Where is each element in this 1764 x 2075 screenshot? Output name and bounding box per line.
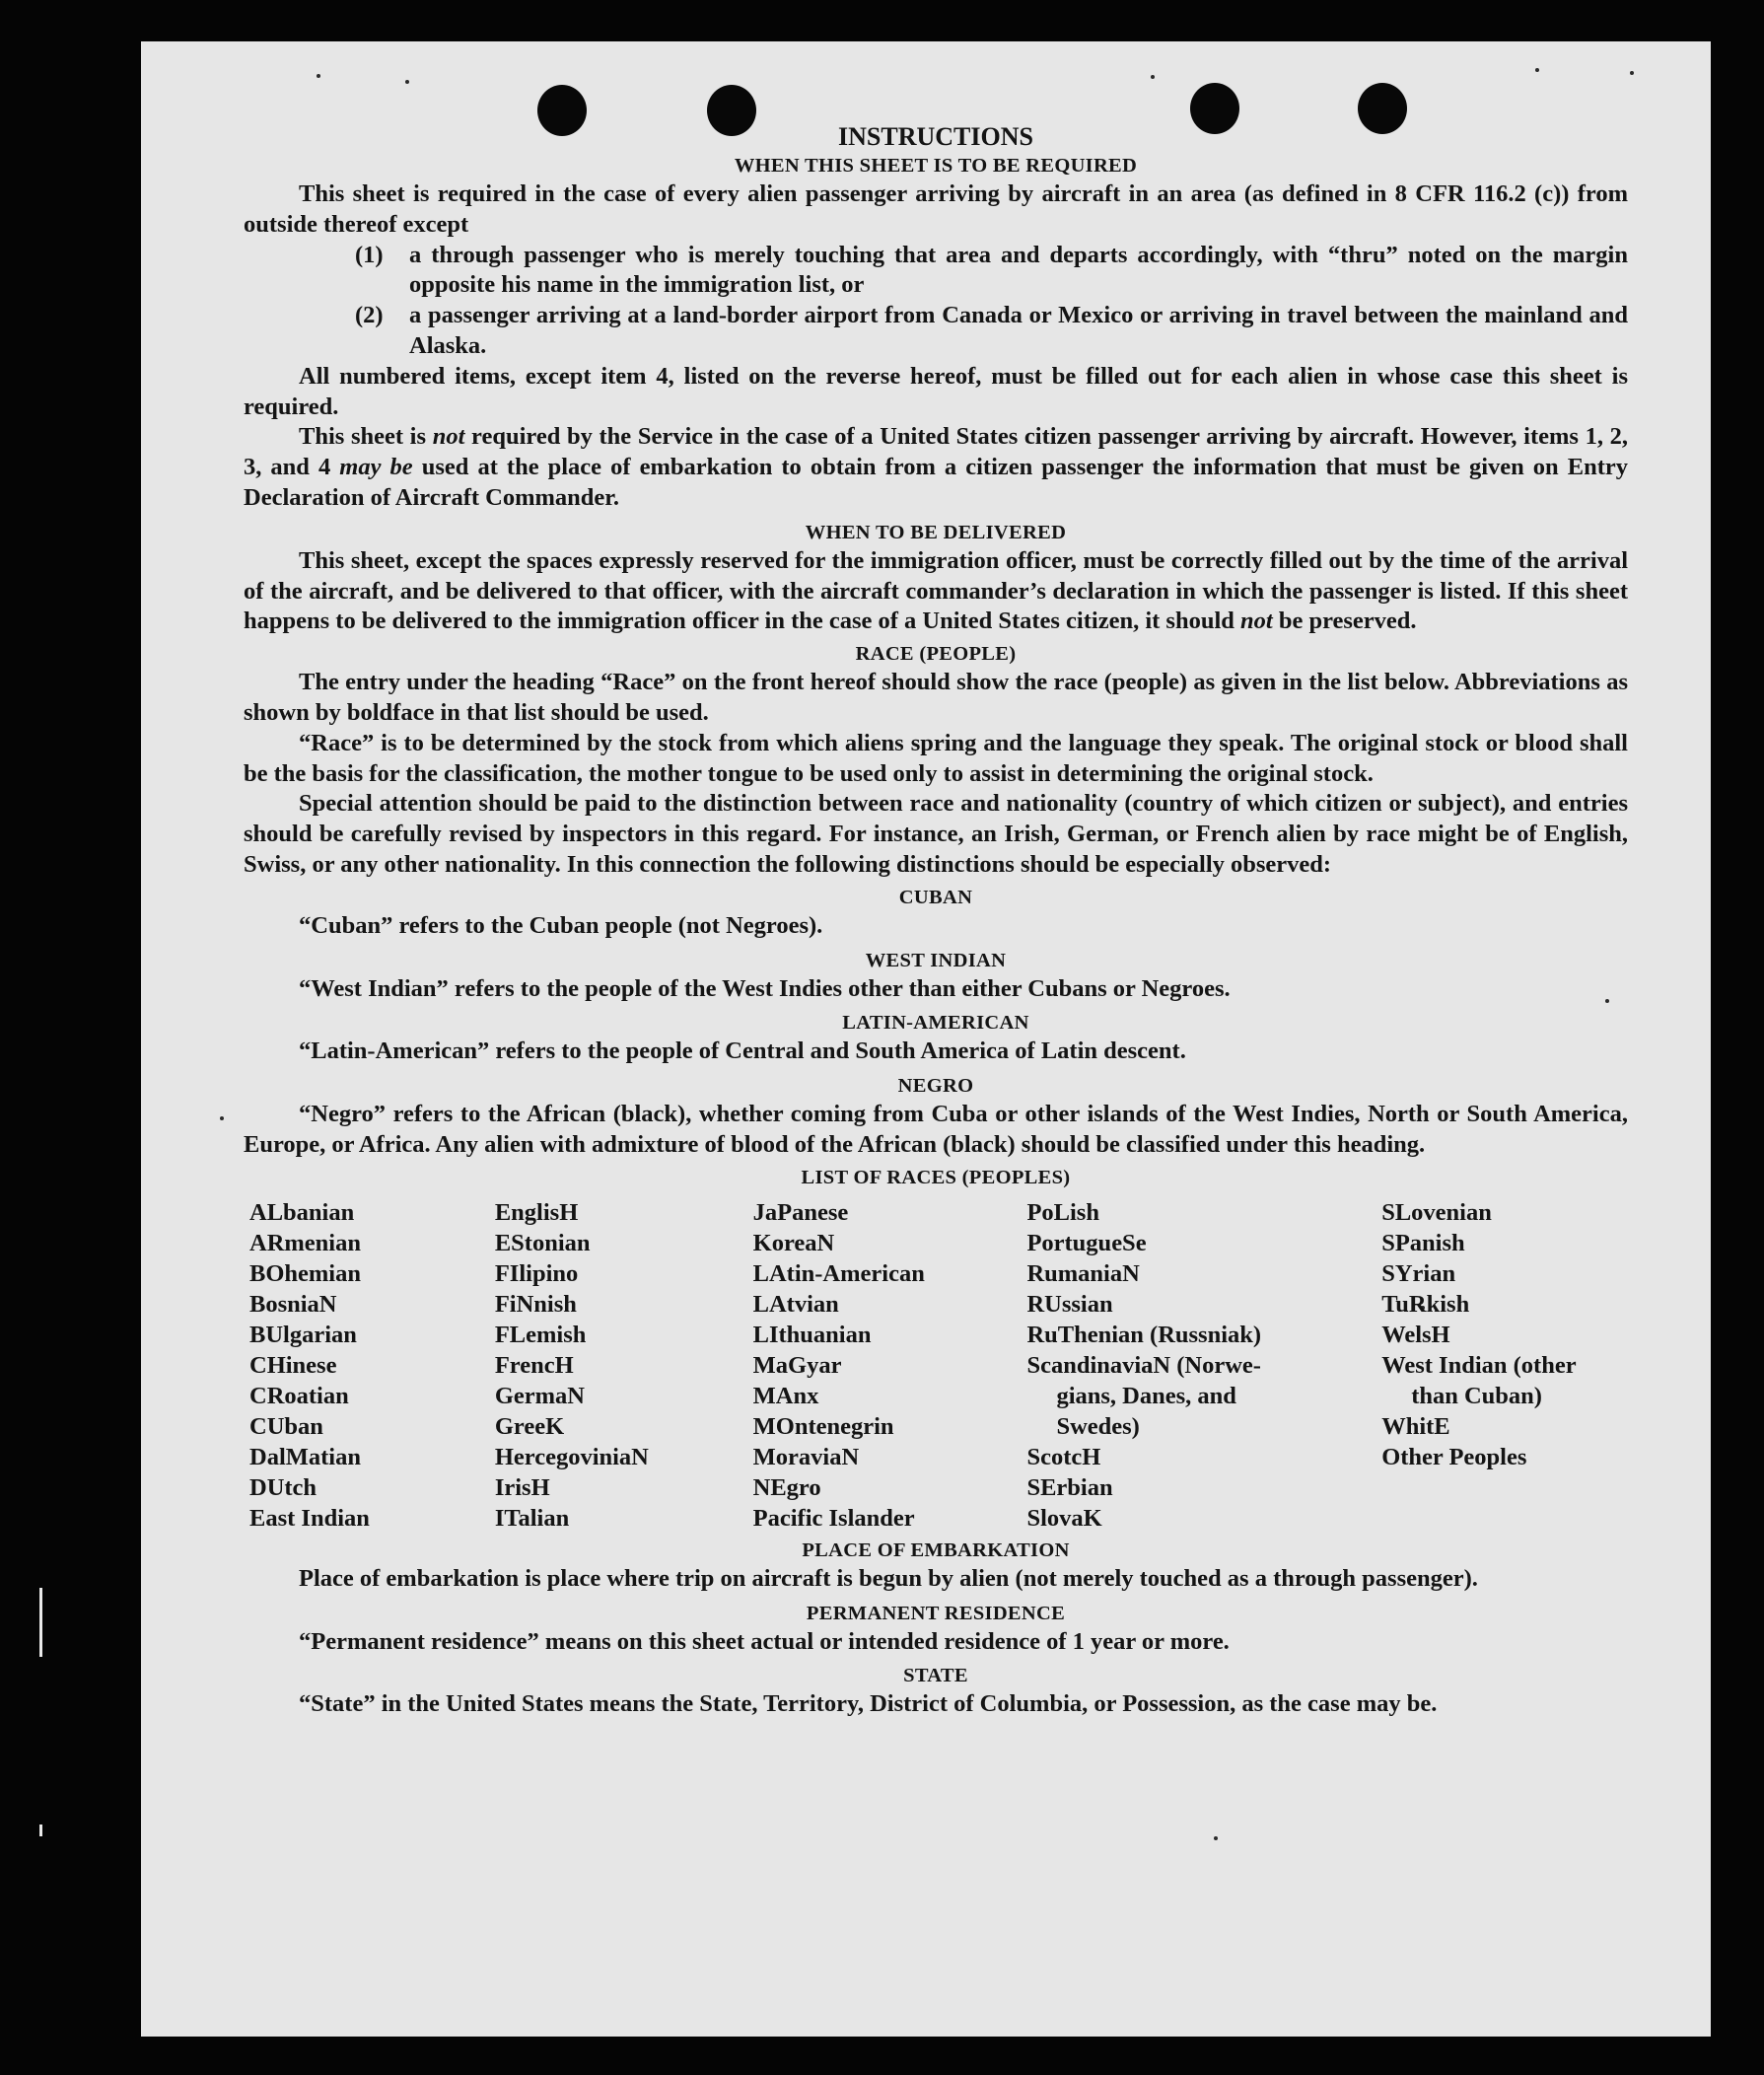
race-item: EStonian (494, 1229, 591, 1256)
latin-american-paragraph: “Latin-American” refers to the people of Central and South America of Latin descent. (299, 1038, 1186, 1065)
section-heading-race-list: LIST OF RACES (PEOPLES) (801, 1166, 1071, 1188)
race-column-4 (1026, 1197, 1381, 1534)
race-item: SErbian (1026, 1473, 1113, 1501)
race-item: FLemish (494, 1321, 587, 1348)
race-item: RuThenian (Russniak) (1026, 1321, 1262, 1348)
section-heading-embarkation: PLACE OF EMBARKATION (802, 1538, 1070, 1561)
race-item: PoLish (1026, 1198, 1099, 1226)
west-indian-paragraph: “West Indian” refers to the people of the West Indies other than either Cubans or Negroes. (299, 974, 1231, 1002)
race-item: FIlipino (494, 1259, 579, 1287)
section-heading-negro: NEGRO (897, 1075, 974, 1098)
race-item: GermaN (494, 1382, 585, 1409)
cuban-paragraph: “Cuban” refers to the Cuban people (not Negroes). (299, 911, 823, 939)
race-item: CRoatian (249, 1382, 349, 1409)
scan-edge-mark (39, 1588, 42, 1657)
delivered-emphasis-not: not (1240, 608, 1273, 635)
race-item: LAtin-American (752, 1259, 925, 1287)
race-column-2 (495, 1197, 753, 1534)
exception-number: (1) (355, 241, 384, 268)
exception-number: (2) (355, 302, 384, 329)
race-item: NEgro (752, 1473, 821, 1501)
race-item: ScandinaviaN (Norwe- (1026, 1351, 1261, 1379)
exception-item (244, 241, 1628, 302)
race-item: MoraviaN (752, 1443, 860, 1470)
paper-speck (1535, 68, 1539, 72)
numbered-items-paragraph: All numbered items, except item 4, listed on the reverse hereof, must be filled out for each alien in whose case this sheet is required. (244, 362, 1628, 420)
race-item: MaGyar (752, 1351, 842, 1379)
race-paragraph-1: The entry under the heading “Race” on the front hereof should show the race (people) as given in the list below. Abbreviations as shown by boldface in that list should be used. (244, 669, 1628, 726)
race-item: Other Peoples (1381, 1443, 1527, 1470)
race-item: HercegoviniaN (494, 1443, 649, 1470)
paper-speck (405, 80, 409, 84)
document-page (141, 41, 1711, 2037)
race-item: BUlgarian (249, 1321, 357, 1348)
race-list (249, 1197, 1628, 1534)
delivered-text-part: This sheet, except the spaces expressly reserved for the immigration officer, must be correctly filled out by the time of the arrival of the aircraft, and be delivered to that officer, with the aircraft commander’s declaration in which the passenger is listed. If this sheet happens to be delivered to the immigration officer in the case of a United States citizen, it should (244, 546, 1628, 635)
race-item: IrisH (494, 1473, 550, 1501)
race-item: East Indian (249, 1504, 370, 1532)
citizen-emphasis-not: not (432, 423, 465, 451)
delivered-paragraph (244, 546, 1628, 637)
race-item: WhitE (1381, 1412, 1450, 1440)
race-item: CHinese (249, 1351, 337, 1379)
race-item: West Indian (other (1381, 1351, 1577, 1379)
paper-speck (317, 74, 320, 78)
race-item: FiNnish (494, 1290, 577, 1318)
race-item: LAtvian (752, 1290, 839, 1318)
race-item: FrencH (494, 1351, 574, 1379)
citizen-text-part: required by the Service in the case of a United States citizen passenger arriving by aircraft. However, items 1, 2, 3, and 4 (244, 423, 1628, 481)
exception-item (244, 301, 1628, 362)
race-item: CUban (249, 1412, 323, 1440)
state-paragraph: “State” in the United States means the State, Territory, District of Columbia, or Possession, as the case may be. (299, 1690, 1438, 1718)
race-item: ALbanian (249, 1198, 355, 1226)
race-item: ITalian (494, 1504, 570, 1532)
race-item: GreeK (494, 1412, 565, 1440)
race-item: SPanish (1381, 1229, 1465, 1256)
delivered-text-part: be preserved. (1272, 608, 1417, 635)
paper-speck (220, 1116, 224, 1120)
race-item: EnglisH (494, 1198, 579, 1226)
embarkation-paragraph: Place of embarkation is place where trip on aircraft is begun by alien (not merely touched as a through passenger). (299, 1564, 1478, 1592)
scan-edge-mark (39, 1825, 42, 1836)
residence-paragraph: “Permanent residence” means on this sheet actual or intended residence of 1 year or more. (299, 1627, 1230, 1655)
race-item: RumaniaN (1026, 1259, 1140, 1287)
race-item: DalMatian (249, 1443, 361, 1470)
section-heading-race: RACE (PEOPLE) (855, 643, 1017, 666)
race-item: SLovenian (1381, 1198, 1492, 1226)
race-item: SlovaK (1026, 1504, 1102, 1532)
paper-speck (1214, 1836, 1218, 1840)
section-heading-required: WHEN THIS SHEET IS TO BE REQUIRED (734, 155, 1138, 177)
race-item: JaPanese (752, 1198, 849, 1226)
exception-text: a passenger arriving at a land-border airport from Canada or Mexico or arriving in travel between the mainland and Alaska. (409, 302, 1628, 359)
race-item: WelsH (1381, 1321, 1450, 1348)
section-heading-cuban: CUBAN (898, 886, 973, 908)
race-item: SYrian (1381, 1259, 1456, 1287)
race-item: ScotcH (1026, 1443, 1101, 1470)
race-item: ARmenian (249, 1229, 361, 1256)
race-paragraph-2: “Race” is to be determined by the stock from which aliens spring and the language they speak. The original stock or blood shall be the basis for the classification, the mother tongue to be used only to assist in determining the original stock. (244, 729, 1628, 787)
race-item: BOhemian (249, 1259, 361, 1287)
race-item: RUssian (1026, 1290, 1113, 1318)
instructions-body (244, 121, 1628, 1720)
race-item: Pacific Islander (752, 1504, 915, 1532)
race-item-continued: Swedes) (1056, 1412, 1140, 1440)
page-title: INSTRUCTIONS (838, 122, 1033, 151)
race-column-3 (753, 1197, 1027, 1534)
race-column-1 (249, 1197, 495, 1534)
citizen-text-part: used at the place of embarkation to obtain from a citizen passenger the information that must be given on Entry Declaration of Aircraft Commander. (244, 454, 1628, 511)
section-heading-delivered: WHEN TO BE DELIVERED (805, 521, 1067, 543)
paper-speck (1630, 71, 1634, 75)
section-heading-west-indian: WEST INDIAN (865, 949, 1007, 971)
section-heading-latin-american: LATIN-AMERICAN (842, 1012, 1029, 1035)
race-item: MOntenegrin (752, 1412, 894, 1440)
race-column-5 (1381, 1197, 1628, 1534)
race-item: LIthuanian (752, 1321, 872, 1348)
race-item: PortugueSe (1026, 1229, 1147, 1256)
required-intro: This sheet is required in the case of every alien passenger arriving by aircraft in an area (as defined in 8 CFR 116.2 (c)) from outside thereof except (244, 180, 1628, 238)
exception-text: a through passenger who is merely touching that area and departs accordingly, with “thru” noted on the margin opposite his name in the immigration list, or (409, 241, 1628, 299)
section-heading-residence: PERMANENT RESIDENCE (806, 1602, 1066, 1624)
race-item: TuRkish (1381, 1290, 1470, 1318)
race-item-continued: than Cuban) (1411, 1382, 1542, 1409)
race-item: MAnx (752, 1382, 819, 1409)
negro-paragraph: “Negro” refers to the African (black), whether coming from Cuba or other islands of the West Indies, North or South America, Europe, or Africa. Any alien with admixture of blood of the African (black) should be classified under this heading. (244, 1101, 1628, 1158)
citizen-emphasis-maybe: may be (339, 454, 413, 481)
race-item: BosniaN (249, 1290, 337, 1318)
citizen-text-part: This sheet is (299, 423, 433, 451)
section-heading-state: STATE (903, 1665, 968, 1687)
race-item-continued: gians, Danes, and (1056, 1382, 1236, 1409)
citizen-paragraph (244, 422, 1628, 513)
paper-speck (1151, 75, 1155, 79)
race-item: DUtch (249, 1473, 318, 1501)
race-paragraph-3: Special attention should be paid to the distinction between race and nationality (country of which citizen or subject), and entries should be carefully revised by inspectors in this regard. For instance, an Irish, German, or French alien by race might be of English, Swiss, or any other nationality. In this connection the following distinctions should be especially observed: (244, 790, 1628, 878)
race-item: KoreaN (752, 1229, 835, 1256)
